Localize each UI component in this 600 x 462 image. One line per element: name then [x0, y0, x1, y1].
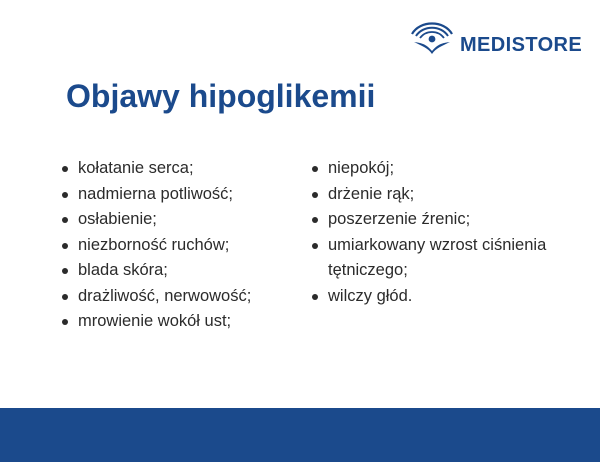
list-item: nadmierna potliwość;: [62, 182, 302, 208]
brand-name: [460, 33, 582, 57]
symptoms-list-right: [312, 156, 592, 309]
page-title: Objawy hipoglikemii: [66, 78, 376, 114]
footer-band: [0, 408, 600, 462]
medistore-logo-icon: [408, 18, 456, 54]
list-item: blada skóra;: [62, 258, 302, 284]
list-item: wilczy głód.: [312, 284, 592, 310]
list-item: poszerzenie źrenic;: [312, 207, 592, 233]
list-item: drażliwość, nerwowość;: [62, 284, 302, 310]
list-item: drżenie rąk;: [312, 182, 592, 208]
list-item: niezborność ruchów;: [62, 233, 302, 259]
symptoms-list-left: [62, 156, 302, 335]
list-item: umiarkowany wzrost ciśnienia tętniczego;: [312, 233, 592, 284]
brand-logo: [408, 18, 588, 58]
brand-name-part2: STORE: [511, 34, 583, 56]
list-item: niepokój;: [312, 156, 592, 182]
list-item: kołatanie serca;: [62, 156, 302, 182]
list-item: osłabienie;: [62, 207, 302, 233]
list-item: mrowienie wokół ust;: [62, 309, 302, 335]
brand-name-part1: MEDI: [460, 34, 512, 56]
